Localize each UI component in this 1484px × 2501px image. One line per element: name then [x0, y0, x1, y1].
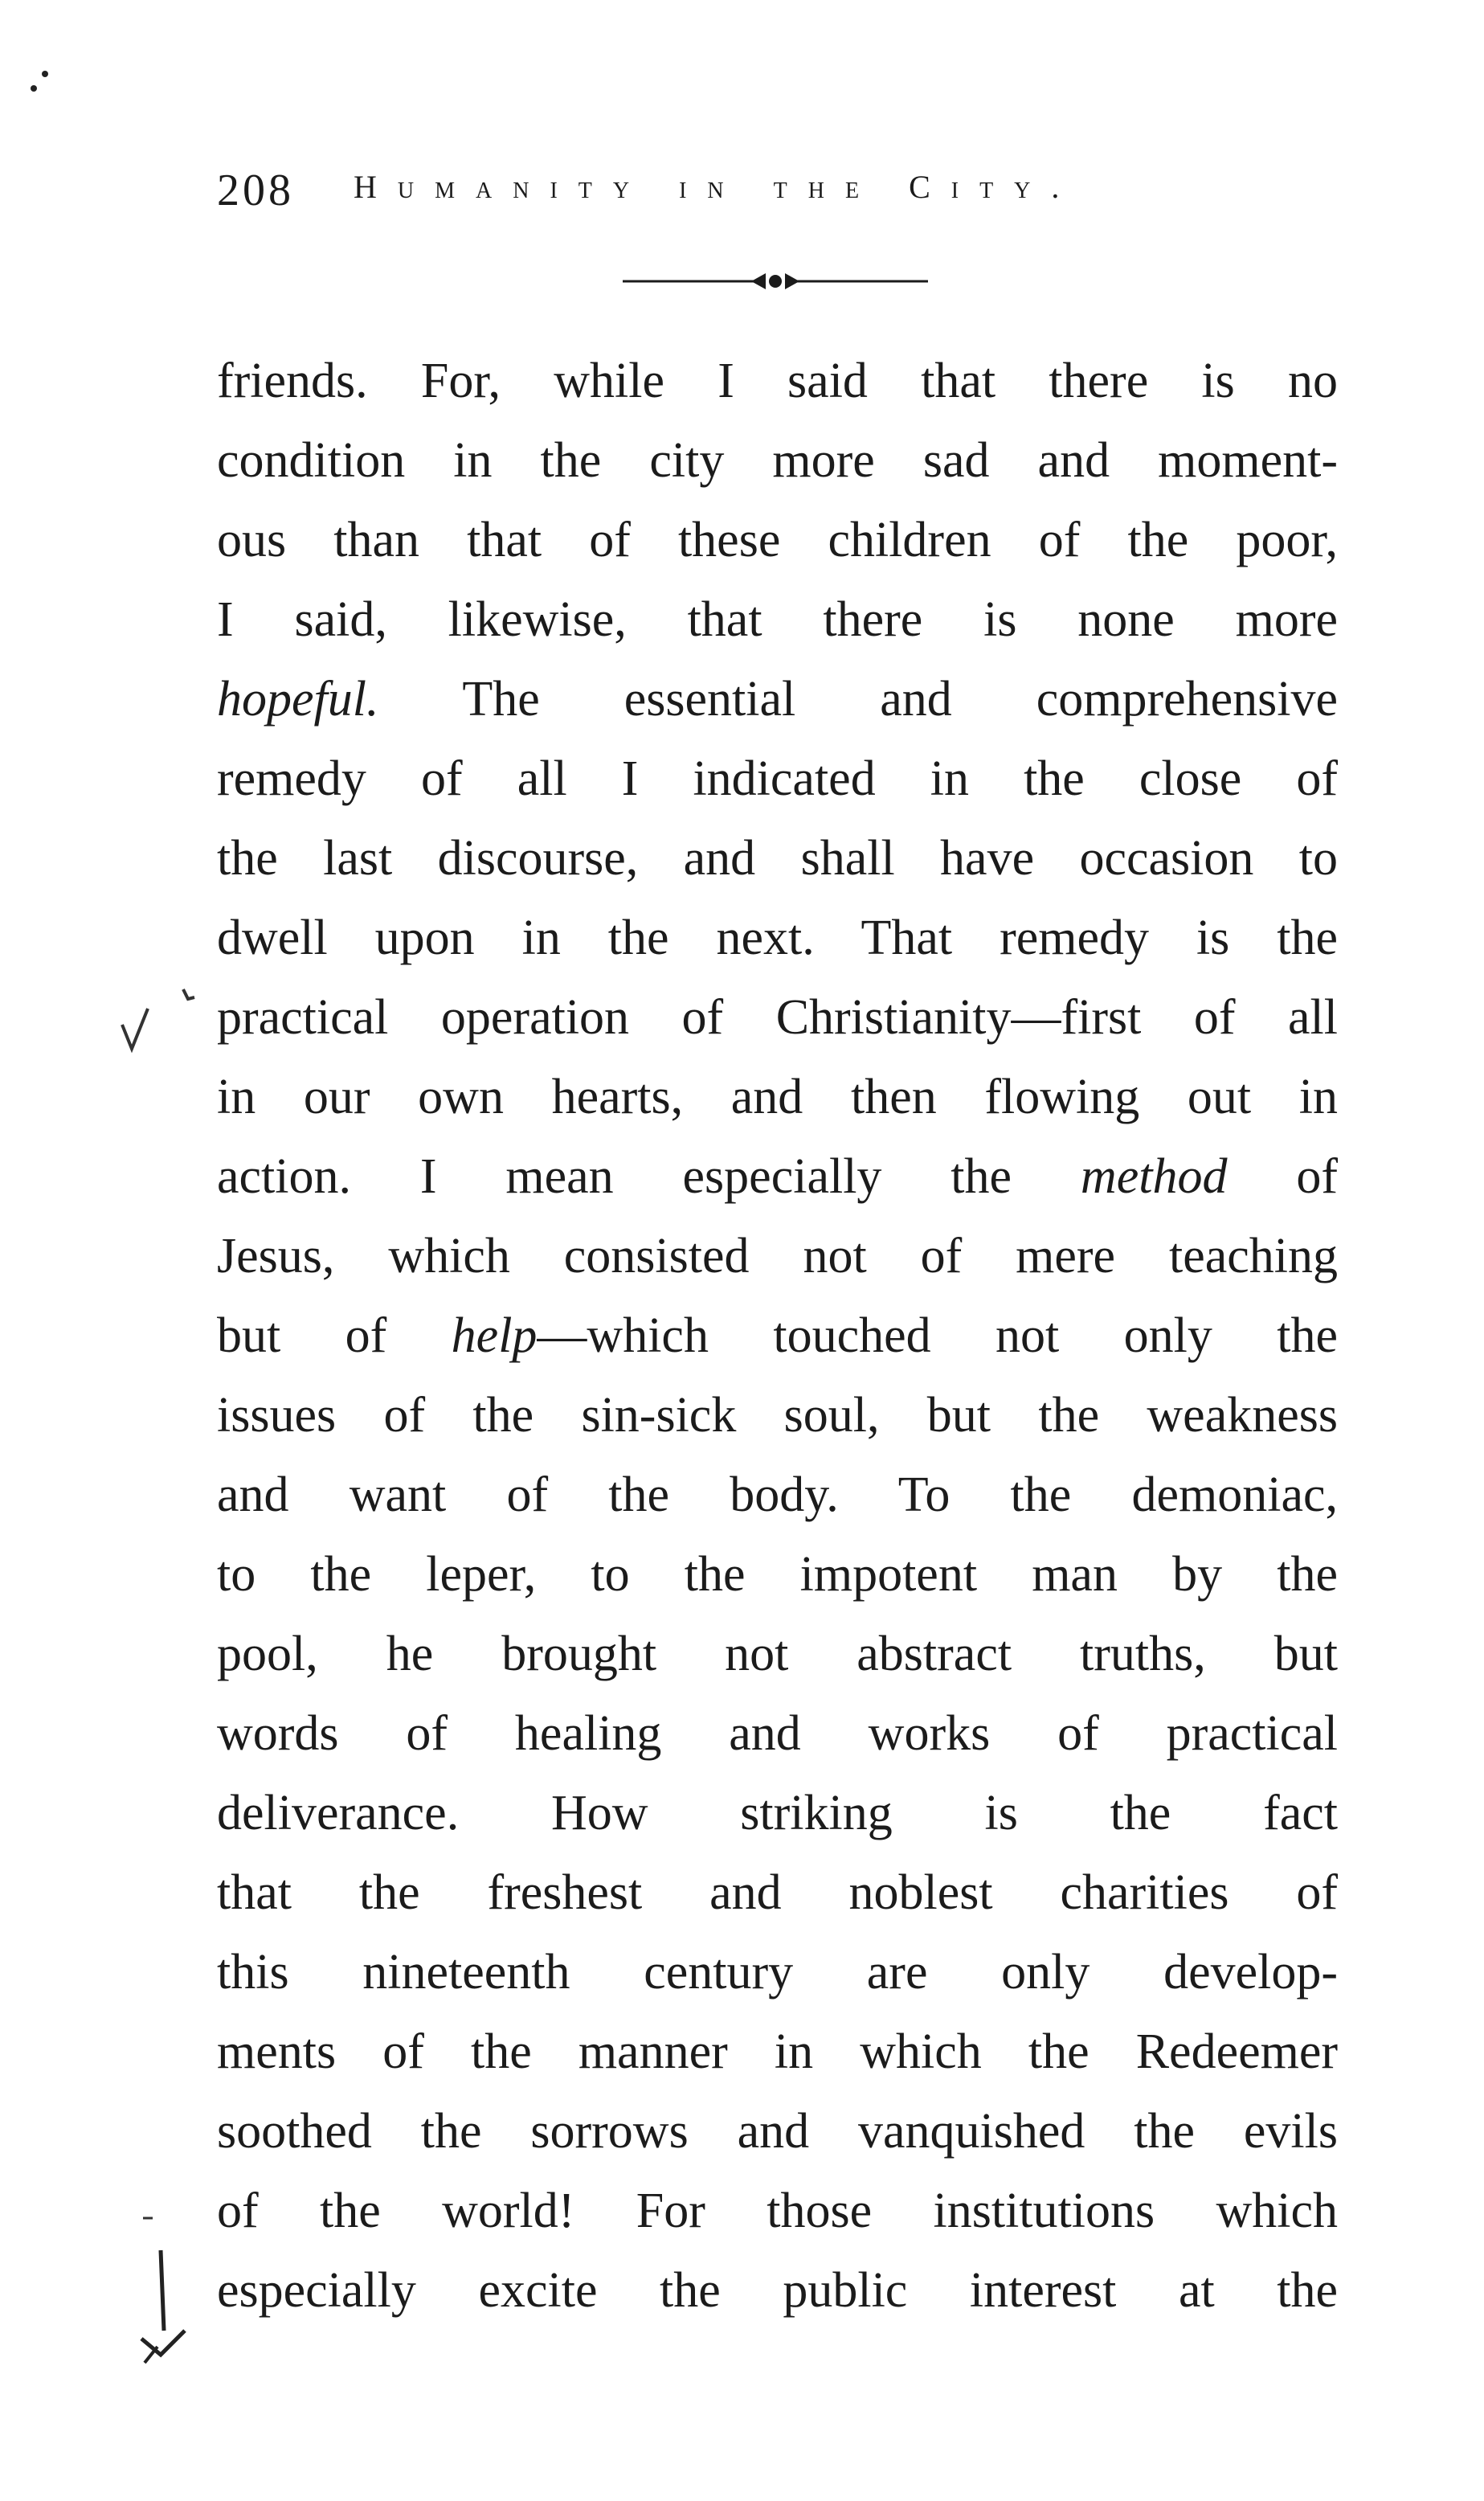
text-segment: but of — [217, 1308, 452, 1363]
text-segment: of — [1227, 1149, 1338, 1204]
text-segment: soothed the sorrows and vanquished the evils — [217, 2104, 1338, 2159]
italic-text: help — [451, 1308, 538, 1363]
text-segment: ous than that of these children of the poor, — [217, 513, 1338, 567]
text-line — [217, 1694, 1338, 1774]
page-number: 208 — [217, 166, 294, 215]
page-header — [217, 165, 1294, 237]
text-segment: issues of the sin-sick soul, but the weakness — [217, 1388, 1338, 1443]
text-line — [217, 1137, 1338, 1217]
text-segment: remedy of all I indicated in the close of — [217, 751, 1338, 806]
text-line — [217, 1376, 1338, 1455]
text-segment: action. I mean especially the — [217, 1149, 1081, 1204]
text-segment: especially excite the public interest at the — [217, 2263, 1338, 2318]
text-segment: in our own hearts, and then flowing out in — [217, 1070, 1338, 1124]
text-line — [217, 660, 1338, 739]
italic-text: method — [1080, 1149, 1228, 1204]
text-line — [217, 739, 1338, 819]
text-line — [217, 1455, 1338, 1535]
margin-comma-icon — [177, 984, 201, 1009]
text-line — [217, 1615, 1338, 1694]
text-segment: Jesus, which consisted not of mere teaching — [217, 1229, 1338, 1283]
italic-text: hopeful. — [217, 672, 379, 727]
text-line — [217, 1853, 1338, 1933]
running-head: Humanity in the City. — [354, 169, 1081, 205]
text-line — [217, 2251, 1338, 2331]
body-text — [217, 342, 1338, 2331]
text-line — [217, 898, 1338, 978]
text-line — [217, 2012, 1338, 2092]
margin-tick-icon — [112, 993, 161, 1081]
text-line — [217, 1933, 1338, 2012]
text-segment: the last discourse, and shall have occasion to — [217, 831, 1338, 886]
text-segment: that the freshest and noblest charities of — [217, 1865, 1338, 1920]
text-line — [217, 819, 1338, 898]
text-segment: pool, he brought not abstract truths, but — [217, 1627, 1338, 1681]
text-segment: condition in the city more sad and moment- — [217, 433, 1338, 488]
text-segment: deliverance. How striking is the fact — [217, 1786, 1338, 1840]
text-segment: and want of the body. To the demoniac, — [217, 1467, 1338, 1522]
text-segment: practical operation of Christianity—first of all — [217, 990, 1338, 1045]
margin-bracket-icon — [129, 2194, 201, 2379]
text-segment: The essential and comprehensive — [378, 672, 1338, 727]
text-segment: dwell upon in the next. That remedy is the — [217, 911, 1338, 965]
text-line — [217, 1296, 1338, 1376]
text-segment: ments of the manner in which the Redeemer — [217, 2024, 1338, 2079]
text-line — [217, 1774, 1338, 1853]
text-line — [217, 1217, 1338, 1296]
text-segment: words of healing and works of practical — [217, 1706, 1338, 1761]
text-segment: friends. For, while I said that there is no — [217, 354, 1338, 408]
text-line — [217, 1058, 1338, 1137]
text-segment: —which touched not only the — [537, 1308, 1338, 1363]
text-line — [217, 501, 1338, 580]
text-line — [217, 2171, 1338, 2251]
margin-mark-icon — [24, 56, 56, 104]
text-line — [217, 421, 1338, 501]
text-segment: to the leper, to the impotent man by the — [217, 1547, 1338, 1602]
ornament-divider — [623, 265, 928, 297]
text-segment: of the world! For those institutions which — [217, 2184, 1338, 2238]
text-line — [217, 978, 1338, 1058]
text-segment: this nineteenth century are only develop- — [217, 1945, 1338, 2000]
text-line — [217, 2092, 1338, 2171]
text-line — [217, 580, 1338, 660]
text-line — [217, 1535, 1338, 1615]
text-line — [217, 342, 1338, 421]
text-segment: I said, likewise, that there is none more — [217, 592, 1338, 647]
